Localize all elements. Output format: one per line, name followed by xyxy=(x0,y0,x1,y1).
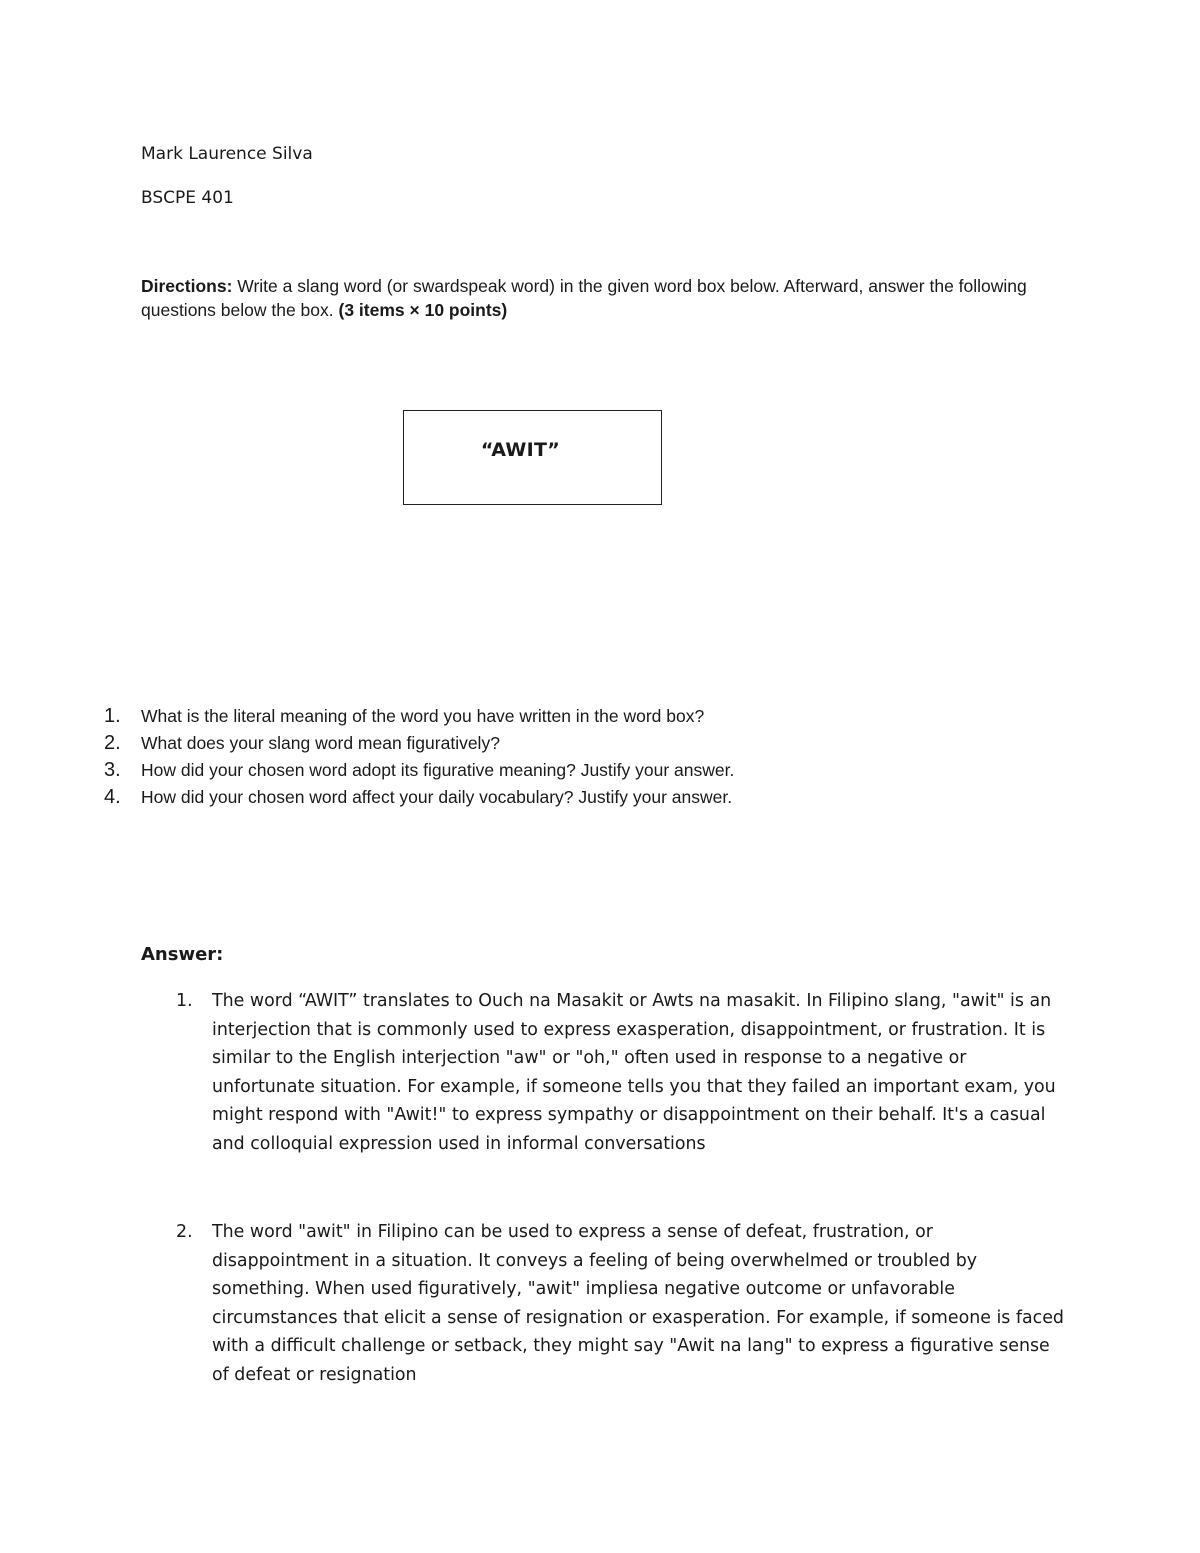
student-section: BSCPE 401 xyxy=(141,188,234,208)
question-number: 1. xyxy=(104,705,121,727)
list-item xyxy=(100,784,1100,811)
word-box xyxy=(403,410,662,505)
answer-item xyxy=(176,987,1066,1159)
question-number: 4. xyxy=(104,786,121,808)
directions-text: Write a slang word (or swardspeak word) in the given word box below. Afterward, answer the following questions below the box. xyxy=(141,276,1027,320)
question-number: 3. xyxy=(104,759,121,781)
slang-word: “AWIT” xyxy=(480,439,561,461)
question-text: What is the literal meaning of the word you have written in the word box? xyxy=(141,706,705,726)
directions-points: (3 items × 10 points) xyxy=(338,300,508,320)
answer-text: The word “AWIT” translates to Ouch na Masakit or Awts na masakit. In Filipino slang, "awit" is an interjection that is commonly used to express exasperation, disappointment, or frustration. It is similar to the English interjection "aw" or "oh," often used in response to a negative or unfortunate situation. For example, if someone tells you that they failed an important exam, you might respond with "Awit!" to express sympathy or disappointment on their behalf. It's a casual and colloquial expression used in informal conversations xyxy=(212,991,1056,1154)
answer-number: 1. xyxy=(176,991,193,1011)
list-item xyxy=(100,730,1100,757)
directions-paragraph xyxy=(141,274,1071,322)
student-name: Mark Laurence Silva xyxy=(141,144,313,164)
list-item xyxy=(100,757,1100,784)
answer-text: The word "awit" in Filipino can be used to express a sense of defeat, frustration, or disappointment in a situation. It conveys a feeling of being overwhelmed or troubled by something. When used figuratively, "awit" impliesa negative outcome or unfavorable circumstances that elicit a sense of resignation or exasperation. For example, if someone is faced with a difficult challenge or setback, they might say "Awit na lang" to express a figurative sense of defeat or resignation xyxy=(212,1222,1064,1385)
answer-heading: Answer: xyxy=(141,944,224,965)
directions-label: Directions: xyxy=(141,276,233,296)
question-number: 2. xyxy=(104,732,121,754)
answer-number: 2. xyxy=(176,1222,193,1242)
questions-list xyxy=(100,703,1100,811)
question-text: How did your chosen word adopt its figurative meaning? Justify your answer. xyxy=(141,760,735,780)
question-text: How did your chosen word affect your daily vocabulary? Justify your answer. xyxy=(141,787,733,807)
question-text: What does your slang word mean figuratively? xyxy=(141,733,500,753)
answer-item xyxy=(176,1218,1066,1390)
list-item xyxy=(100,703,1100,730)
